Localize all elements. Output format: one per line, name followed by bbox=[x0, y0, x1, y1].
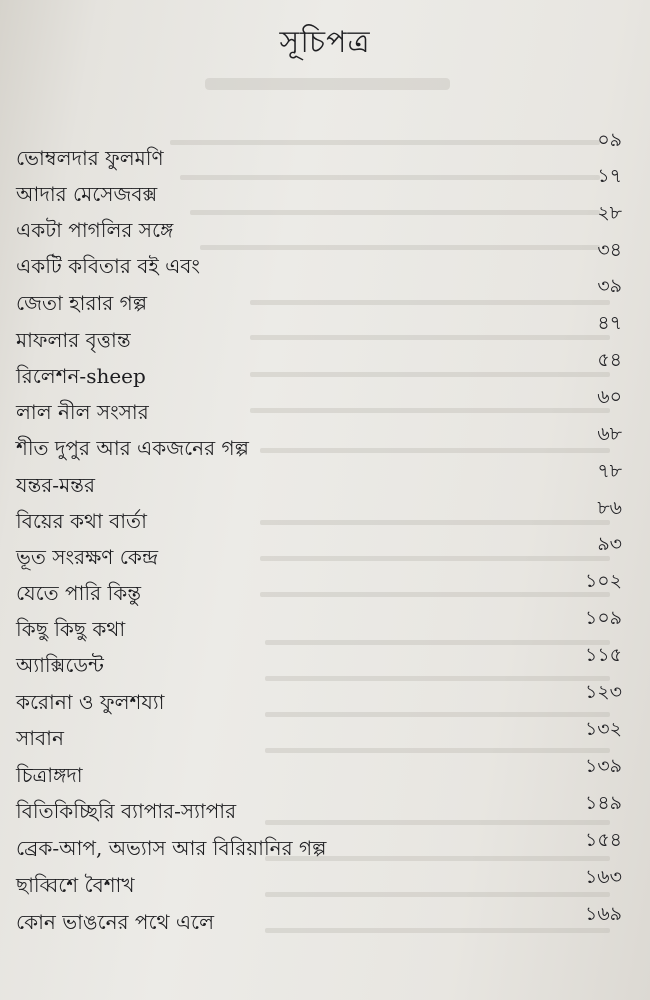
toc-entry-title: চিত্রাঙ্গদা bbox=[16, 763, 83, 787]
toc-page-number: ১১৫ bbox=[585, 644, 622, 666]
toc-page-number: ৩৪ bbox=[597, 239, 622, 261]
toc-entry-title: আদার মেসেজবক্স bbox=[16, 182, 158, 206]
toc-page-number: ১৬৯ bbox=[584, 903, 622, 925]
toc-page-number: ১৪৯ bbox=[585, 792, 622, 814]
toc-page-number: ৩৯ bbox=[597, 275, 622, 297]
toc-entry-title: ছাব্বিশে বৈশাখ bbox=[16, 873, 135, 897]
toc-page-number: ৮৬ bbox=[597, 497, 622, 519]
toc-page-number: ৫৪ bbox=[597, 349, 622, 371]
toc-entry-title: শীত দুপুর আর একজনের গল্প bbox=[16, 436, 249, 460]
toc-page-number: ১৩৯ bbox=[584, 755, 622, 777]
toc-entry-title: অ্যাক্সিডেন্ট bbox=[16, 653, 104, 677]
toc-entry-title: রিলেশন-sheep bbox=[16, 364, 146, 388]
toc-entry-title: বিয়ের কথা বার্তা bbox=[16, 509, 147, 533]
toc-entry-title: কিছু কিছু কথা bbox=[16, 617, 126, 641]
toc-page-number: ১০৯ bbox=[584, 607, 622, 629]
toc-entry-title: কোন ভাঙনের পথে এলে bbox=[16, 910, 214, 934]
toc-entry-title: লাল নীল সংসার bbox=[16, 400, 149, 424]
toc-entry-title: ভূত সংরক্ষণ কেন্দ্র bbox=[16, 545, 159, 569]
toc-page-number: ২৮ bbox=[597, 202, 622, 224]
toc-page-number: ১৫৪ bbox=[585, 829, 622, 851]
toc-entry-title: যেতে পারি কিন্তু bbox=[16, 581, 141, 605]
toc-page-number: ১৬৩ bbox=[584, 866, 622, 888]
toc-entry-title: করোনা ও ফুলশয্যা bbox=[16, 690, 165, 714]
toc-entry-title: ভোম্বলদার ফুলমণি bbox=[16, 146, 164, 170]
toc-entry-title: একটা পাগলির সঙ্গে bbox=[16, 218, 174, 242]
page-title: সূচিপত্র bbox=[279, 25, 371, 60]
toc-page-number: ৯৩ bbox=[597, 533, 622, 555]
toc-entry-title: মাফলার বৃত্তান্ত bbox=[16, 328, 131, 352]
toc-page-number: ১২৩ bbox=[584, 681, 622, 703]
toc-page-number: ৭৮ bbox=[597, 460, 622, 482]
toc-entry-title: যন্তর-মন্তর bbox=[16, 473, 95, 497]
toc-entry-title: বিতিকিচ্ছিরি ব্যাপার-স্যাপার bbox=[16, 799, 237, 823]
toc-page-number: ৬৮ bbox=[597, 423, 622, 445]
toc-entry-title: সাবান bbox=[16, 726, 64, 750]
toc-page-number: ০৯ bbox=[597, 129, 622, 151]
toc-page-number: ৬০ bbox=[597, 386, 622, 408]
toc-page-number: ১৩২ bbox=[584, 718, 622, 740]
toc-entry-title: একটি কবিতার বই এবং bbox=[16, 254, 201, 278]
toc-page-number: ৪৭ bbox=[597, 312, 622, 334]
toc-page-number: ১৭ bbox=[597, 165, 622, 187]
toc-page-number: ১০২ bbox=[584, 570, 622, 592]
toc-entry-title: জেতা হারার গল্প bbox=[16, 291, 148, 315]
toc-entry-title: ব্রেক-আপ, অভ্যাস আর বিরিয়ানির গল্প bbox=[16, 836, 327, 860]
